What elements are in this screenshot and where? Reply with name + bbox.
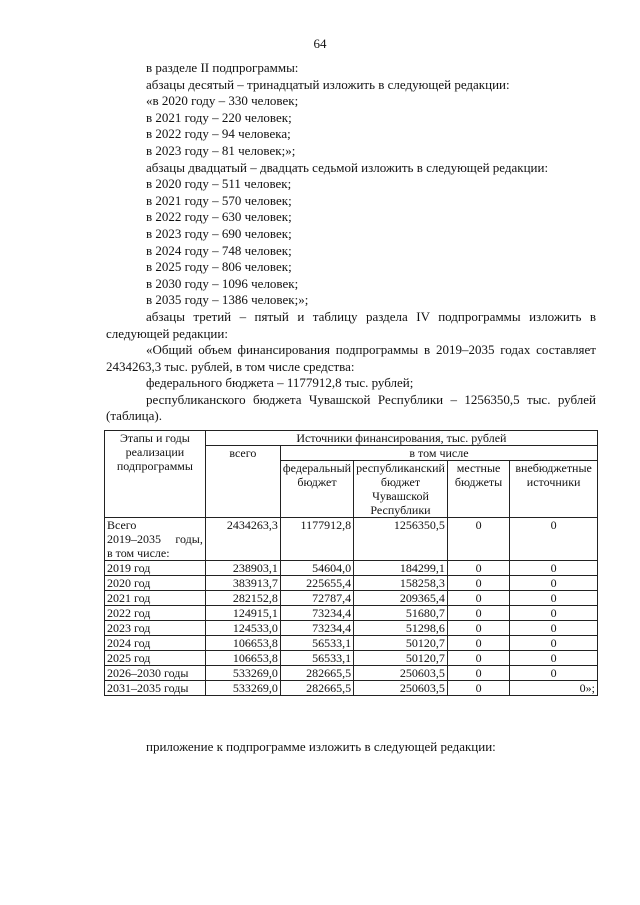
row-label: 2031–2035 годы	[105, 681, 206, 696]
header-offbudget: внебюджетные источники	[510, 461, 598, 518]
table-row	[105, 606, 598, 621]
text-line: абзацы десятый – тринадцатый изложить в следующей редакции:	[146, 76, 510, 92]
amendment-lines	[106, 60, 596, 309]
cell-total: 106653,8	[205, 636, 280, 651]
table-row	[105, 561, 598, 576]
cell-republic: 50120,7	[354, 651, 448, 666]
table-row-total	[105, 518, 598, 561]
cell-federal: 73234,4	[280, 621, 353, 636]
page-number: 64	[313, 36, 327, 51]
cell-local: 0	[447, 681, 509, 696]
row-label: 2024 год	[105, 636, 206, 651]
cell-local: 0	[447, 606, 509, 621]
text-line: «в 2020 году – 330 человек;	[146, 93, 299, 109]
cell-federal: 56533,1	[280, 651, 353, 666]
table-row	[105, 651, 598, 666]
cell-offbudget: 0	[510, 651, 598, 666]
cell-republic: 158258,3	[354, 576, 448, 591]
cell-total: 124915,1	[205, 606, 280, 621]
paragraph-section-iv: абзацы третий – пятый и таблицу раздела IV подпрограммы изложить в следующей редакции:	[106, 308, 596, 341]
row-label: 2022 год	[105, 606, 206, 621]
cell-offbudget: 0	[510, 561, 598, 576]
cell-local: 0	[447, 636, 509, 651]
cell-local: 0	[447, 518, 509, 561]
header-local: местные бюджеты	[447, 461, 509, 518]
cell-federal: 1177912,8	[280, 518, 353, 561]
text-line: в 2022 году – 94 человека;	[146, 126, 291, 142]
cell-republic: 250603,5	[354, 681, 448, 696]
cell-local: 0	[447, 621, 509, 636]
cell-offbudget: 0	[510, 666, 598, 681]
cell-federal: 54604,0	[280, 561, 353, 576]
cell-total: 533269,0	[205, 681, 280, 696]
table-row	[105, 621, 598, 636]
cell-federal: 282665,5	[280, 681, 353, 696]
row-label-line: 2019–2035 годы,	[107, 532, 203, 546]
cell-local: 0	[447, 651, 509, 666]
cell-offbudget: 0	[510, 576, 598, 591]
text-line: в 2021 году – 220 человек;	[146, 109, 292, 125]
header-sources: Источники финансирования, тыс. рублей	[205, 431, 597, 446]
text-line: в 2023 году – 690 человек;	[146, 225, 292, 241]
row-label: 2023 год	[105, 621, 206, 636]
cell-offbudget: 0	[510, 606, 598, 621]
cell-total: 106653,8	[205, 651, 280, 666]
cell-total: 238903,1	[205, 561, 280, 576]
text-line: абзацы двадцатый – двадцать седьмой изложить в следующей редакции:	[146, 159, 549, 175]
cell-total: 533269,0	[205, 666, 280, 681]
cell-federal: 73234,4	[280, 606, 353, 621]
table-row	[105, 681, 598, 696]
row-label: 2021 год	[105, 591, 206, 606]
cell-republic: 51298,6	[354, 621, 448, 636]
cell-republic: 184299,1	[354, 561, 448, 576]
cell-republic: 1256350,5	[354, 518, 448, 561]
cell-total: 124533,0	[205, 621, 280, 636]
table-row	[105, 636, 598, 651]
text-line: в 2025 году – 806 человек;	[146, 259, 292, 275]
cell-federal: 282665,5	[280, 666, 353, 681]
text-line: в 2020 году – 511 человек;	[146, 176, 292, 192]
cell-local: 0	[447, 591, 509, 606]
row-label: 2025 год	[105, 651, 206, 666]
cell-republic: 250603,5	[354, 666, 448, 681]
financing-table	[104, 430, 598, 696]
appendix-instruction: приложение к подпрограмме изложить в следующей редакции:	[146, 739, 496, 754]
table-row	[105, 576, 598, 591]
text-line: в 2022 году – 630 человек;	[146, 209, 292, 225]
document-body	[106, 60, 596, 425]
text-line: в 2021 году – 570 человек;	[146, 192, 292, 208]
cell-local: 0	[447, 576, 509, 591]
cell-federal: 225655,4	[280, 576, 353, 591]
paragraph-republic-budget: республиканского бюджета Чувашской Республики – 1256350,5 тыс. рублей (таблица).	[106, 391, 596, 424]
table-row	[105, 591, 598, 606]
text-line: в 2035 году – 1386 человек;»;	[146, 292, 309, 308]
header-total: всего	[205, 446, 280, 518]
text-line: в 2024 году – 748 человек;	[146, 242, 292, 258]
row-label: 2026–2030 годы	[105, 666, 206, 681]
paragraph-federal-budget: федерального бюджета – 1177912,8 тыс. рублей;	[146, 375, 414, 391]
text-line: в 2030 году – 1096 человек;	[146, 275, 299, 291]
cell-total: 282152,8	[205, 591, 280, 606]
cell-offbudget: 0	[510, 591, 598, 606]
header-republic: республиканский бюджет Чувашской Республики	[354, 461, 448, 518]
cell-offbudget: 0	[510, 636, 598, 651]
row-label	[105, 518, 206, 561]
row-label-line: в том числе:	[107, 546, 170, 560]
text-line: в 2023 году – 81 человек;»;	[146, 142, 296, 158]
header-federal: федеральный бюджет	[280, 461, 353, 518]
header-stage: Этапы и годы реализации подпрограммы	[105, 431, 206, 518]
cell-federal: 72787,4	[280, 591, 353, 606]
header-including: в том числе	[280, 446, 597, 461]
cell-offbudget: 0»;	[510, 681, 598, 696]
cell-local: 0	[447, 666, 509, 681]
cell-republic: 50120,7	[354, 636, 448, 651]
cell-republic: 51680,7	[354, 606, 448, 621]
row-label-line: Всего	[107, 518, 137, 532]
cell-republic: 209365,4	[354, 591, 448, 606]
cell-local: 0	[447, 561, 509, 576]
cell-offbudget: 0	[510, 518, 598, 561]
text-line: в разделе II подпрограммы:	[146, 60, 299, 75]
cell-total: 2434263,3	[205, 518, 280, 561]
row-label: 2020 год	[105, 576, 206, 591]
cell-federal: 56533,1	[280, 636, 353, 651]
cell-total: 383913,7	[205, 576, 280, 591]
paragraph-total-financing: «Общий объем финансирования подпрограммы в 2019–2035 годах составляет 2434263,3 тыс. рублей, в том числе средства:	[106, 342, 596, 374]
table-row	[105, 666, 598, 681]
cell-offbudget: 0	[510, 621, 598, 636]
row-label: 2019 год	[105, 561, 206, 576]
